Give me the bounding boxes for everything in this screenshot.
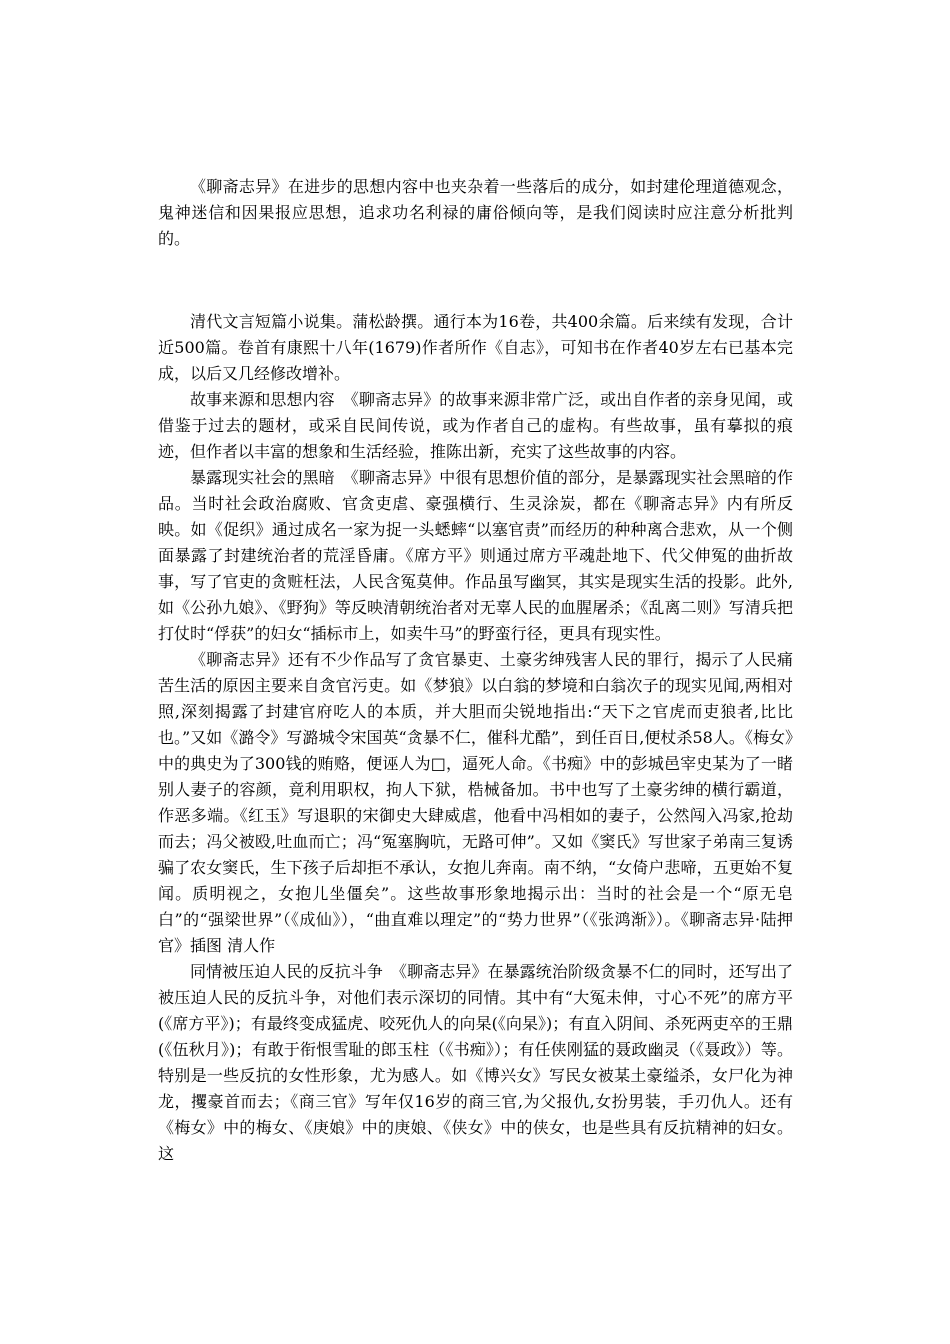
intro-paragraph: 《聊斋志异》在进步的思想内容中也夹杂着一些落后的成分，如封建伦理道德观念，鬼神迷信和因果报应思想，追求功名利禄的庸俗倾向等，是我们阅读时应注意分析批判的。 — [158, 177, 793, 248]
paragraph-corrupt-officials: 《聊斋志异》还有不少作品写了贪官暴吏、土豪劣绅残害人民的罪行，揭示了人民痛苦生活的原因主要来自贪官污吏。如《梦狼》以白翁的梦境和白翁次子的现实见闻,两相对照,深刻揭露了封建官府吃人的本质，并大胆而尖锐地指出:“天下之官虎而吏狼者,比比也。”又如《潞令》写潞城令宋国英“贪暴不仁，催科尤酷”，到任百日,便杖杀58人。《梅女》中的典史为了300钱的贿赂，便诬人为□，逼死人命。《书痴》中的彭城邑宰史某为了一睹别人妻子的容颜，竟利用职权，拘人下狱，梏械备加。书中也写了土豪劣绅的横行霸道，作恶多端。《红玉》写退职的宋御史大肆威虐，他看中冯相如的妻子，公然闯入冯家,抢劫而去；冯父被殴,吐血而亡；冯“冤塞胸吭，无路可伸”。又如《窦氏》写世家子弟南三复诱骗了农女窦氏，生下孩子后却拒不承认，女抱儿奔南。南不纳，“女倚户悲啼，五更始不复闻。质明视之，女抱儿坐僵矣”。这些故事形象地揭示出：当时的社会是一个“原无皂白”的“强梁世界”（《成仙》），“曲直难以理定”的“势力世界”（《张鸿渐》）。《聊斋志异·陆押官》插图 清人作 — [158, 650, 793, 955]
paragraph-overview: 清代文言短篇小说集。蒲松龄撰。通行本为16卷，共400余篇。后来续有发现，合计近500篇。卷首有康熙十八年(1679)作者所作《自志》，可知书在作者40岁左右已基本完成，以后又几经修改增补。 — [158, 312, 793, 383]
paragraph-resistance: 同情被压迫人民的反抗斗争 《聊斋志异》在暴露统治阶级贪暴不仁的同时，还写出了被压迫人民的反抗斗争，对他们表示深切的同情。其中有“大冤未伸，寸心不死”的席方平(《席方平》)；有最终变成猛虎、咬死仇人的向杲(《向杲》)；有直入阴间、杀死两吏卒的王鼎(《伍秋月》)；有敢于衔恨雪耻的郎玉柱（《书痴》）；有任侠刚猛的聂政幽灵（《聂政》）等。特别是一些反抗的女性形象，尤为感人。如《博兴女》写民女被某土豪缢杀，女尸化为神龙，攫豪首而去；《商三官》写年仅16岁的商三官,为父报仇,女扮男装，手刃仇人。还有《梅女》中的梅女、《庚娘》中的庚娘、《侠女》中的侠女，也是些具有反抗精神的妇女。这 — [158, 962, 793, 1163]
paragraph-exposing-darkness: 暴露现实社会的黑暗 《聊斋志异》中很有思想价值的部分，是暴露现实社会黑暗的作品。当时社会政治腐败、官贪吏虐、豪强横行、生灵涂炭，都在《聊斋志异》内有所反映。如《促织》通过成名一家为捉一头蟋蟀“以塞官责”而经历的种种离合悲欢，从一个侧面暴露了封建统治者的荒淫昏庸。《席方平》则通过席方平魂赴地下、代父伸冤的曲折故事，写了官吏的贪赃枉法，人民含冤莫伸。作品虽写幽冥，其实是现实生活的投影。此外,如《公孙九娘》、《野狗》等反映清朝统治者对无辜人民的血腥屠杀；《乱离二则》写清兵把打仗时“俘获”的妇女“插标市上，如卖牛马”的野蛮行径，更具有现实性。 — [158, 468, 793, 643]
paragraph-story-sources: 故事来源和思想内容 《聊斋志异》的故事来源非常广泛，或出自作者的亲身见闻，或借鉴于过去的题材，或采自民间传说，或为作者自己的虚构。有些故事，虽有摹拟的痕迹，但作者以丰富的想象和生活经验，推陈出新，充实了这些故事的内容。 — [158, 390, 793, 461]
article-body — [158, 309, 793, 1167]
intro-section — [158, 174, 793, 252]
